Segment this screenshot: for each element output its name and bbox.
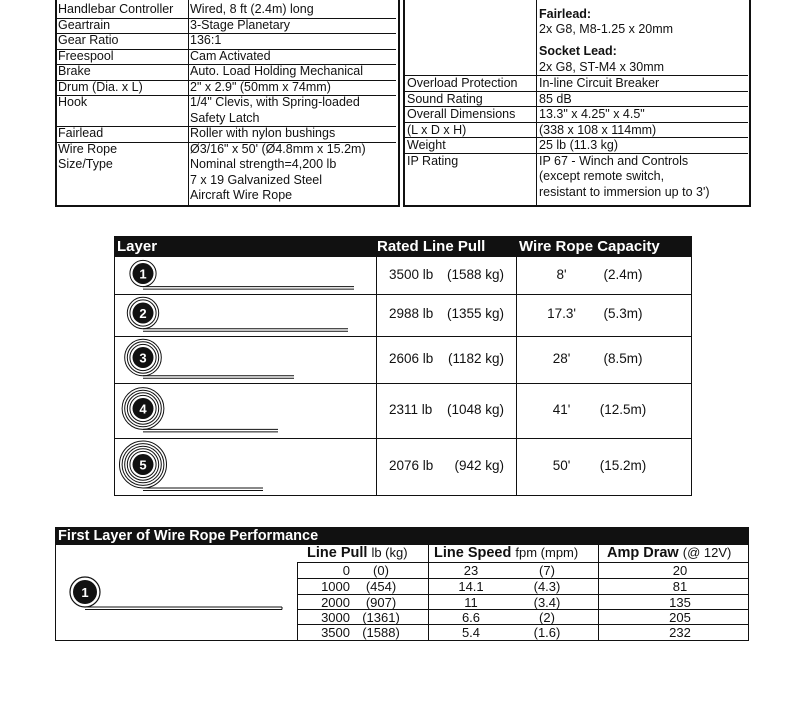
spec-left-label: Fairlead bbox=[58, 126, 104, 140]
line-speed-fpm: 6.6 bbox=[461, 609, 481, 625]
spec-right-value: IP 67 - Winch and Controls bbox=[539, 153, 689, 168]
header-rated-line-pull: Rated Line Pull bbox=[377, 238, 486, 255]
rated-pull-kg: (1355 kg) bbox=[447, 306, 505, 321]
spec-left-value: Roller with nylon bushings bbox=[190, 126, 336, 140]
spec-right-label: IP Rating bbox=[407, 153, 459, 168]
layer-col-divider bbox=[376, 383, 377, 438]
spec-right-value: (338 x 108 x 114mm) bbox=[539, 122, 657, 137]
layer-3-drum-diagram bbox=[118, 336, 368, 383]
socket-lead-value: 2x G8, ST-M4 x 30mm bbox=[539, 60, 665, 74]
amp-draw: 232 bbox=[669, 624, 691, 640]
amp-draw: 135 bbox=[669, 594, 691, 610]
line-speed-mpm: (1.6) bbox=[533, 624, 561, 640]
spec-right-value: resistant to immersion up to 3') bbox=[539, 184, 710, 199]
spec-right-label: Overall Dimensions bbox=[407, 107, 516, 121]
spec-left-value: Ø3/16" x 50' (Ø4.8mm x 15.2m) bbox=[190, 141, 366, 156]
spec-left-label: Wire Rope Size/Type bbox=[58, 141, 118, 171]
spec-left-label: Geartrain bbox=[58, 17, 111, 32]
spec-left-value: Wired, 8 ft (2.4m) long bbox=[190, 2, 314, 16]
spec-left-label: Hook bbox=[58, 95, 88, 109]
spec-right-label: Sound Rating bbox=[407, 91, 483, 106]
spec-left-label: Freespool bbox=[58, 48, 114, 63]
layer-4-drum-diagram bbox=[118, 383, 368, 438]
spec-left-value: Nominal strength=4,200 lb bbox=[190, 157, 337, 171]
capacity-m: (8.5m) bbox=[603, 350, 643, 366]
line-speed-fpm: 5.4 bbox=[461, 624, 481, 640]
spec-left-divider bbox=[188, 0, 189, 206]
layer-table-header bbox=[114, 236, 691, 257]
spec-left-value: 2" x 2.9" (50mm x 74mm) bbox=[190, 79, 331, 94]
perf-col-divider-2 bbox=[598, 545, 599, 640]
amp-draw: 20 bbox=[672, 562, 688, 578]
layer-2-drum-diagram bbox=[118, 294, 368, 336]
spec-right-label: Weight bbox=[407, 138, 446, 152]
capacity-ft: 28' bbox=[552, 350, 571, 366]
line-speed-mpm: (2) bbox=[539, 609, 555, 625]
line-pull-lb: 3500 bbox=[321, 624, 350, 640]
spec-left-value: Aircraft Wire Rope bbox=[190, 188, 293, 202]
spec-left-value: Safety Latch bbox=[190, 110, 260, 125]
line-speed-mpm: (3.4) bbox=[533, 594, 561, 610]
layer-number: 3 bbox=[139, 350, 147, 366]
amp-draw: 205 bbox=[669, 609, 691, 625]
rated-pull-lb: 2311 lb bbox=[389, 401, 433, 417]
header-amp-draw: Amp Draw (@ 12V) bbox=[607, 545, 732, 561]
layer-col-divider bbox=[376, 294, 377, 336]
line-speed-fpm: 23 bbox=[463, 562, 479, 578]
perf-col-divider-1 bbox=[428, 545, 429, 640]
layer-col-divider bbox=[516, 294, 517, 336]
socket-lead-title: Socket Lead: bbox=[539, 44, 617, 58]
spec-right-label: (L x D x H) bbox=[407, 122, 467, 137]
performance-title-bar bbox=[55, 527, 749, 545]
line-pull-lb: 3000 bbox=[321, 609, 350, 625]
rated-pull-lb: 3500 lb bbox=[389, 266, 434, 282]
capacity-ft: 41' bbox=[552, 401, 571, 417]
amp-draw: 81 bbox=[672, 578, 688, 594]
layer-col-divider bbox=[376, 336, 377, 383]
spec-left-value: Auto. Load Holding Mechanical bbox=[190, 64, 364, 78]
line-pull-kg: (454) bbox=[365, 578, 397, 594]
performance-title: First Layer of Wire Rope Performance bbox=[58, 528, 319, 544]
spec-left-value: 1/4" Clevis, with Spring-loaded bbox=[190, 95, 360, 109]
line-pull-lb: 1000 bbox=[321, 578, 350, 594]
line-speed-mpm: (7) bbox=[539, 562, 555, 578]
capacity-ft: 50' bbox=[552, 457, 571, 473]
capacity-m: (12.5m) bbox=[599, 401, 647, 417]
line-speed-fpm: 11 bbox=[464, 594, 478, 610]
capacity-ft: 8' bbox=[556, 266, 567, 282]
fairlead-value: 2x G8, M8-1.25 x 20mm bbox=[539, 22, 674, 36]
spec-right-divider bbox=[536, 0, 537, 206]
layer-col-divider bbox=[376, 257, 377, 294]
rated-pull-kg: (942 kg) bbox=[454, 457, 504, 473]
spec-left-value: 7 x 19 Galvanized Steel bbox=[190, 172, 323, 187]
header-line-speed: Line Speed fpm (mpm) bbox=[434, 545, 579, 561]
layer-col-divider bbox=[516, 257, 517, 294]
layer-5-drum-diagram bbox=[118, 438, 368, 495]
rated-pull-kg: (1048 kg) bbox=[447, 401, 505, 417]
layer-col-divider bbox=[516, 383, 517, 438]
spec-right-value: (except remote switch, bbox=[539, 169, 665, 183]
spec-left-label: Brake bbox=[58, 64, 91, 78]
rated-pull-lb: 2606 lb bbox=[389, 350, 434, 366]
line-speed-fpm: 14.1 bbox=[458, 578, 484, 594]
capacity-m: (5.3m) bbox=[603, 306, 643, 321]
layer-badge-number: 1 bbox=[81, 585, 89, 600]
layer-number: 2 bbox=[139, 306, 147, 321]
header-wire-rope-capacity: Wire Rope Capacity bbox=[519, 238, 660, 255]
spec-right-value: 13.3" x 4.25" x 4.5" bbox=[539, 107, 645, 121]
line-pull-lb: 0 bbox=[342, 562, 350, 578]
line-pull-kg: (0) bbox=[373, 562, 389, 578]
rated-pull-kg: (1182 kg) bbox=[447, 350, 504, 366]
line-pull-kg: (1361) bbox=[362, 609, 400, 625]
spec-right-label: Overload Protection bbox=[407, 76, 518, 90]
header-layer: Layer bbox=[117, 238, 158, 255]
layer-number: 1 bbox=[139, 266, 147, 282]
layer-1-drum-diagram bbox=[118, 257, 368, 294]
layer-number: 5 bbox=[139, 457, 147, 473]
layer-col-divider bbox=[516, 336, 517, 383]
layer-col-divider bbox=[516, 438, 517, 495]
header-line-pull: Line Pull lb (kg) bbox=[307, 545, 408, 561]
spec-right-value: 85 dB bbox=[539, 91, 572, 106]
spec-left-label: Handlebar Controller bbox=[58, 2, 174, 16]
line-pull-kg: (907) bbox=[365, 594, 397, 610]
fairlead-title: Fairlead: bbox=[539, 7, 592, 21]
line-speed-mpm: (4.3) bbox=[533, 578, 561, 594]
rated-pull-lb: 2076 lb bbox=[389, 457, 434, 473]
capacity-m: (15.2m) bbox=[599, 457, 647, 473]
wire-rope-layer-1-diagram bbox=[60, 572, 290, 612]
spec-left-value: 3-Stage Planetary bbox=[190, 17, 291, 32]
rated-pull-lb: 2988 lb bbox=[389, 306, 434, 321]
spec-left-value: 136:1 bbox=[190, 33, 222, 47]
line-pull-lb: 2000 bbox=[321, 594, 350, 610]
spec-right-value: 25 lb (11.3 kg) bbox=[539, 138, 618, 152]
spec-right-value: In-line Circuit Breaker bbox=[539, 76, 660, 90]
spec-left-label: Drum (Dia. x L) bbox=[58, 79, 143, 94]
layer-number: 4 bbox=[139, 401, 147, 417]
layer-col-divider bbox=[376, 438, 377, 495]
rated-pull-kg: (1588 kg) bbox=[447, 266, 505, 282]
capacity-ft: 17.3' bbox=[547, 306, 576, 321]
line-pull-kg: (1588) bbox=[362, 624, 400, 640]
capacity-m: (2.4m) bbox=[603, 266, 643, 282]
spec-left-label: Gear Ratio bbox=[58, 33, 119, 47]
spec-left-value: Cam Activated bbox=[190, 48, 271, 63]
perf-left-divider bbox=[297, 562, 298, 640]
